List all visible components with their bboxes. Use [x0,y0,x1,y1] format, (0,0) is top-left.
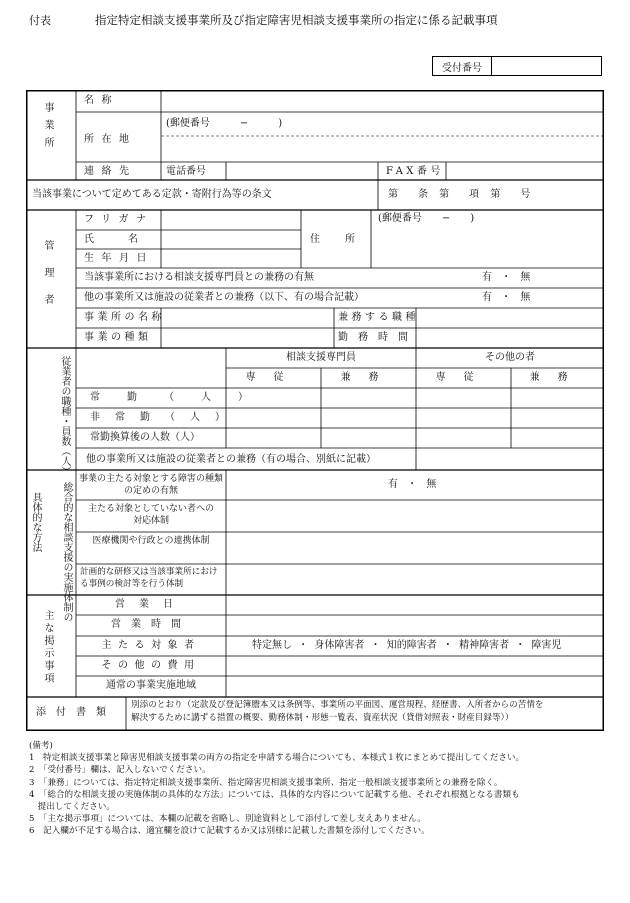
reception-number-label: 受付番号 [433,57,492,75]
notice-business-hours: 営業時間 [111,619,191,630]
form-label: 付表 [29,14,51,27]
notice-business-days: 営業日 [115,599,187,610]
notice-targets-choice[interactable]: 特定無し ・ 身体障害者 ・ 知的障害者 ・ 精神障害者 ・ 障害児 [252,640,562,651]
notes-title: (備考) [29,741,53,751]
note-line-2: 2 「受付番号」欄は、記入しないでください。 [29,765,211,776]
staff-row-parttime: 非常勤（人） [90,412,240,423]
manager-concurrent-role-label: 兼務する職種 [338,312,419,323]
notes [29,740,609,838]
office-postal[interactable]: (郵便番号 − ) [166,118,283,129]
note-line-3: 3 「兼務」については、指定特定相談支援事業所、指定障害児相談支援事業所、指定一般相談支援事業所との兼務を除く。 [29,777,503,788]
staff-specialist-part-header: 兼務 [340,372,397,383]
staff-other-full-header: 専従 [435,372,492,383]
system-item-target-type: 事業の主たる対象とする障害の種類の定めの有無 [78,474,223,497]
attach-label: 添付書類 [36,707,116,718]
office-fax-label: FAX番号 [386,166,444,177]
system-item-training: 計画的な研修又は当該事業所における事例の検討等を行う体制 [80,567,218,589]
note-line-4b: 提出してください。 [29,802,115,813]
manager-section-label: 管理者 [42,240,53,321]
manager-work-hours-label: 勤務時間 [338,332,418,343]
staff-row-equivalent: 常勤換算後の人数（人） [90,432,200,443]
system-item-coordination: 医療機関や行政との連携体制 [92,536,210,546]
notice-main-targets: 主たる対象者 [101,640,201,651]
page-title: 指定特定相談支援事業所及び指定障害児相談支援事業所の指定に係る記載事項 [95,13,498,27]
office-name-field[interactable] [166,95,596,109]
manager-postal[interactable]: (郵便番号 − ) [378,213,475,224]
attach-text-line1: 別添のとおり（定款及び登記簿謄本又は条例等、事業所の平面図、運営規程、経歴書、入所者からの苦情を [131,700,544,710]
office-phone-label: 電話番号 [166,166,206,177]
manager-furigana-label: フリガナ [84,214,154,225]
note-line-5: 5 「主な掲示事項」については、本欄の記載を省略し、別途資料として添付して差し支えありません。 [29,814,426,825]
application-form-table [26,90,604,731]
note-line-1: 1 特定相談支援事業と障害児相談支援事業の両方の指定を申請する場合についても、本様式１枚にまとめて提出してください。 [29,753,525,764]
system-section-label-a: 具体的な方法 [30,492,41,552]
staff-specialist-header: 相談支援専門員 [286,352,356,363]
office-section-label: 事業所 [42,102,53,155]
system-section-label-b: 総合的な相談支援の実施体制の [61,482,72,622]
manager-concurrent-specialist-choice[interactable]: 有 ・ 無 [482,272,531,283]
manager-concurrent-other-choice[interactable]: 有 ・ 無 [482,292,531,303]
bylaws-article[interactable]: 第 条 第 項 第 号 [388,189,531,200]
staff-row-fulltime: 常勤（人） [90,392,275,403]
bylaws-label: 当該事業について定めてある定款・寄附行為等の条文 [32,189,272,200]
reception-number-box [432,56,602,76]
reception-number-field[interactable] [492,57,601,75]
notice-other-costs: その他の費用 [101,660,201,671]
notice-section-label: 主な掲示事項 [42,610,53,685]
manager-address-label: 住所 [310,234,380,245]
manager-name-label: 氏名 [84,234,172,245]
manager-office-type-label: 事業の種類 [84,332,152,343]
staff-specialist-full-header: 専従 [245,372,302,383]
attach-text-line2: 解決するために講ずる措置の概要、勤務体制・形態一覧表、資産状況（貸借対照表・財産目録等）） [131,713,514,723]
manager-birth-label: 生年月日 [84,253,154,264]
office-contact-label: 連絡先 [84,166,137,177]
system-item-nontarget: 主たる対象としていない者への対応体制 [87,504,214,527]
staff-other-part-header: 兼務 [529,372,586,383]
manager-concurrent-other: 他の事業所又は施設の従業者との兼務（以下、有の場合記載） [84,292,364,303]
staff-section-label: 従業者の職種・員数（人） [59,356,70,476]
staff-other-header: その他の者 [485,352,535,363]
manager-concurrent-specialist: 当該事業所における相談支援専門員との兼務の有無 [84,272,314,283]
form-grid-lines [26,90,604,731]
note-line-6: 6 記入欄が不足する場合は、適宜欄を設けて記載するか又は別様に記載した書類を添付してください。 [29,826,430,837]
system-target-type-choice[interactable]: 有 ・ 無 [388,479,437,490]
notice-service-area: 通常の事業実施地域 [106,680,196,691]
office-name-label: 名称 [84,95,119,106]
office-address-label: 所在地 [84,134,137,145]
staff-concurrent-note: 他の事業所又は施設の従業者との兼務（有の場合、別紙に記載） [86,454,376,465]
manager-office-name-label: 事業所の名称 [84,312,165,323]
note-line-4: 4 「総合的な相談支援の実施体制の具体的な方法」については、具体的な内容について記載する他、それぞれ根拠となる書類も [29,789,520,800]
